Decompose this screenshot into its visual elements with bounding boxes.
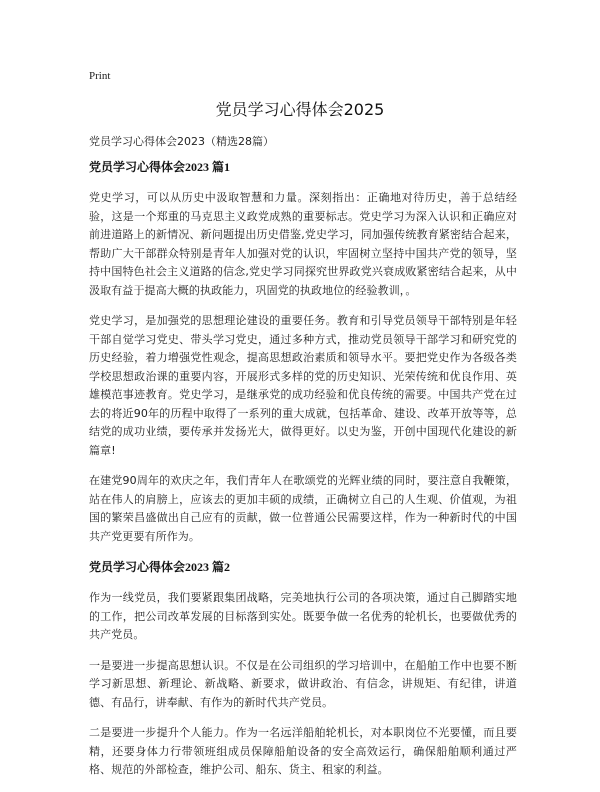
- document-subtitle: 党员学习心得体会2023（精选28篇）: [89, 135, 274, 148]
- print-label: Print: [89, 70, 111, 82]
- paragraph: 在建党90周年的欢庆之年，我们青年人在歌颂党的光辉业绩的同时，要注意自我鞭策，站在伟人的肩膀上，应该去的更加丰硕的成绩，正确树立自己的人生观、价值观，为祖国的繁荣昌盛做出自己应有的贡献，做一位普通公民需要这样，作为一种新时代的中国共产党更要有所作为。: [89, 474, 517, 543]
- document-title: 党员学习心得体会2025: [215, 100, 385, 119]
- paragraph: 作为一线党员，我们要紧跟集团战略，完美地执行公司的各项决策，通过自己脚踏实地的工作，把公司改革发展的目标落到实处。既要争做一名优秀的轮机长，也要做优秀的共产党员。: [89, 591, 517, 641]
- section-2: [89, 558, 517, 780]
- paragraph: 一是要进一步提高思想认识。不仅是在公司组织的学习培训中，在船舶工作中也要不断学习新思想、新理论、新战略、新要求，做讲政治、有信念，讲规矩、有纪律，讲道德、有品行，讲奉献、有作为的新时代共产党员。: [89, 658, 517, 709]
- paragraph: 党史学习，可以从历史中汲取智慧和力量。深刻指出：正确地对待历史，善于总结经验，这是一个郑重的马克思主义政党成熟的重要标志。党史学习为深入认识和正确应对前进道路上的新情况、新问题提出历史借鉴,党史学习，同加强传统教育紧密结合起来，帮助广大干部群众特别是青年人加强对党的认识，牢固树立坚持中国共产党的领导，坚持中国特色社会主义道路的信念,党史学习同探究世界政党兴衰成败紧密结合起来，从中汲取有益于提高大概的执政能力，巩固党的执政地位的经验教训，。: [89, 191, 517, 297]
- document-body: [89, 158, 517, 792]
- paragraph: 党史学习，是加强党的思想理论建设的重要任务。教育和引导党员领导干部特别是年轻干部自觉学习党史、带头学习党史，通过多种方式，推动党员领导干部学习和研究党的历史经验，着力增强党性观念，提高思想政治素质和领导水平。要把党史作为各级各类学校思想政治课的重要内容，开展形式多样的党的历史知识、光荣传统和优良作用、英雄模范事迹教育。党史学习，是继承党的成功经验和优良传统的需要。中国共产党在过去的将近90年的历程中取得了一系列的重大成就，包括革命、建设、改革开放等等，总结党的成功业绩，要传承并发扬光大，做得更好。以史为鉴，开创中国现代化建设的新篇章!: [89, 314, 517, 457]
- section-1: [89, 158, 517, 546]
- section-heading: 党员学习心得体会2023 篇1: [89, 160, 231, 174]
- paragraph: 二是要进一步提升个人能力。作为一名远洋船舶轮机长，对本职岗位不光要懂，而且要精，还要身体力行带领班组成员保障船舶设备的安全高效运行，确保船舶顺利通过严格、规范的外部检查，维护公司、船东、货主、租家的利益。: [89, 726, 517, 776]
- section-heading: 党员学习心得体会2023 篇2: [89, 560, 231, 574]
